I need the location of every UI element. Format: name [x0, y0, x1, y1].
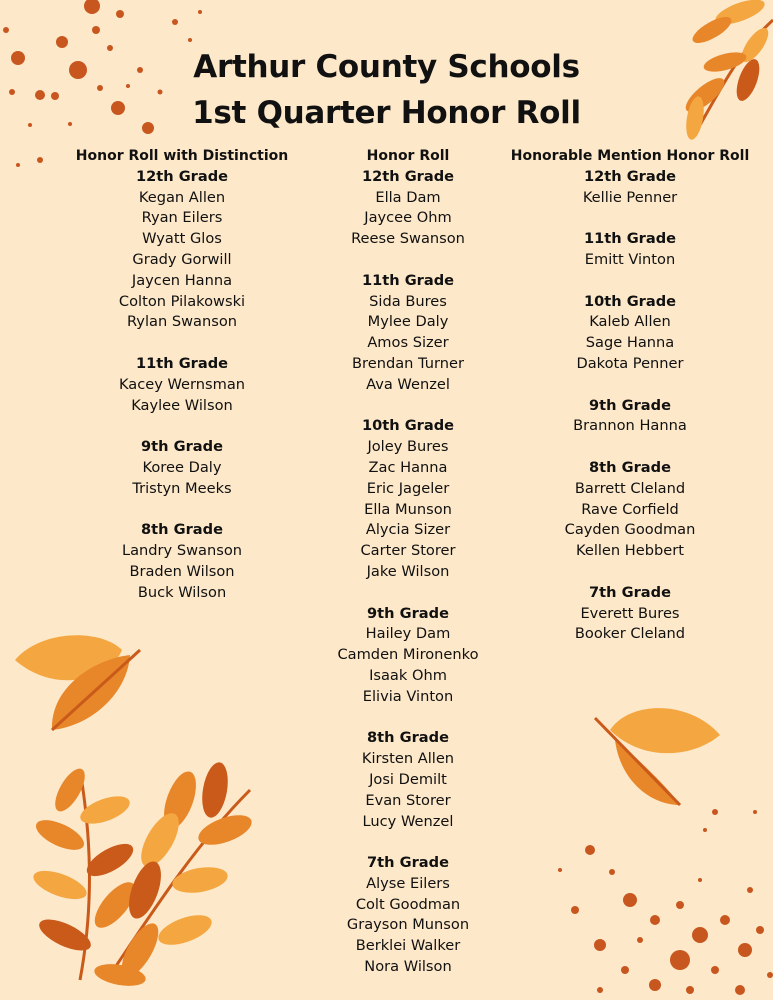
- grade-spacer: [298, 832, 518, 853]
- bottom-left-branches: [30, 760, 255, 989]
- student-name: Evan Storer: [365, 791, 451, 809]
- student-name: Grady Gorwill: [132, 250, 232, 268]
- student-name: Kellie Penner: [582, 188, 678, 206]
- student-name: Kaylee Wilson: [131, 396, 233, 414]
- grade-spacer: [298, 396, 518, 417]
- page-title-line-2: 1st Quarter Honor Roll: [192, 95, 581, 131]
- student-name: Ava Wenzel: [366, 375, 450, 393]
- student-name: Kirsten Allen: [361, 750, 455, 768]
- student-name: Cayden Goodman: [564, 521, 696, 539]
- student-name: Braden Wilson: [129, 562, 235, 580]
- grade-heading: 10th Grade: [583, 292, 677, 310]
- student-name: Ella Dam: [375, 188, 441, 206]
- student-name: Booker Cleland: [574, 625, 686, 643]
- grade-heading: 12th Grade: [135, 167, 229, 185]
- student-name: Elivia Vinton: [362, 687, 454, 705]
- student-name: Carter Storer: [360, 542, 456, 560]
- student-name: Tristyn Meeks: [132, 479, 232, 497]
- grade-spacer: [298, 708, 518, 729]
- grade-heading: 11th Grade: [135, 354, 229, 372]
- grade-heading: 12th Grade: [583, 167, 677, 185]
- student-name: Jaycen Hanna: [131, 271, 233, 289]
- grade-heading: 8th Grade: [367, 729, 449, 747]
- student-name: Kegan Allen: [138, 188, 226, 206]
- student-name: Ryan Eilers: [141, 209, 223, 227]
- column-honorable-mention: [510, 146, 750, 645]
- student-name: Lucy Wenzel: [362, 812, 454, 830]
- student-name: Reese Swanson: [351, 230, 465, 248]
- grade-spacer: [72, 416, 292, 437]
- column-heading: Honor Roll with Distinction: [75, 148, 289, 164]
- right-leaf: [595, 708, 720, 805]
- student-name: Josi Demilt: [369, 770, 447, 788]
- student-name: Alyse Eilers: [366, 874, 450, 892]
- grade-spacer: [72, 500, 292, 521]
- grade-heading: 11th Grade: [361, 271, 455, 289]
- student-name: Joley Bures: [367, 438, 449, 456]
- column-honor-roll: [298, 146, 518, 978]
- student-name: Brendan Turner: [352, 354, 464, 372]
- student-name: Zac Hanna: [368, 458, 448, 476]
- student-name: Jake Wilson: [366, 562, 450, 580]
- grade-spacer: [510, 562, 750, 583]
- student-name: Colt Goodman: [355, 895, 461, 913]
- grade-heading: 9th Grade: [367, 604, 449, 622]
- student-name: Barrett Cleland: [574, 479, 686, 497]
- column-heading: Honorable Mention Honor Roll: [510, 148, 750, 164]
- student-name: Buck Wilson: [137, 583, 227, 601]
- student-name: Colton Pilakowski: [118, 292, 246, 310]
- grade-spacer: [298, 250, 518, 271]
- student-name: Kacey Wernsman: [118, 375, 246, 393]
- student-name: Alycia Sizer: [365, 521, 451, 539]
- student-name: Brannon Hanna: [573, 417, 687, 435]
- student-name: Nora Wilson: [364, 958, 452, 976]
- student-name: Sage Hanna: [585, 334, 675, 352]
- grade-spacer: [510, 375, 750, 396]
- grade-heading: 10th Grade: [361, 417, 455, 435]
- student-name: Grayson Munson: [346, 916, 470, 934]
- student-name: Berklei Walker: [355, 937, 461, 955]
- grade-heading: 9th Grade: [141, 438, 223, 456]
- column-heading: Honor Roll: [366, 148, 450, 164]
- grade-spacer: [510, 271, 750, 292]
- student-name: Mylee Daly: [367, 313, 449, 331]
- student-name: Rylan Swanson: [126, 313, 238, 331]
- grade-spacer: [298, 583, 518, 604]
- grade-spacer: [72, 333, 292, 354]
- grade-heading: 12th Grade: [361, 167, 455, 185]
- student-name: Landry Swanson: [121, 542, 243, 560]
- page-title-line-1: Arthur County Schools: [193, 49, 580, 85]
- student-name: Emitt Vinton: [584, 250, 676, 268]
- student-name: Hailey Dam: [365, 625, 451, 643]
- student-name: Jaycee Ohm: [364, 209, 452, 227]
- student-name: Eric Jageler: [366, 479, 450, 497]
- grade-heading: 11th Grade: [583, 230, 677, 248]
- student-name: Isaak Ohm: [369, 666, 447, 684]
- student-name: Camden Mironenko: [337, 646, 479, 664]
- column-honor-roll-with-distinction: [72, 146, 292, 604]
- student-name: Everett Bures: [580, 604, 680, 622]
- grade-heading: 7th Grade: [367, 854, 449, 872]
- student-name: Kellen Hebbert: [576, 542, 684, 560]
- grade-spacer: [510, 208, 750, 229]
- grade-heading: 9th Grade: [589, 396, 671, 414]
- student-name: Sida Bures: [369, 292, 447, 310]
- student-name: Dakota Penner: [576, 354, 684, 372]
- student-name: Wyatt Glos: [142, 230, 222, 248]
- grade-heading: 7th Grade: [589, 583, 671, 601]
- student-name: Koree Daly: [142, 458, 222, 476]
- grade-heading: 8th Grade: [141, 521, 223, 539]
- student-name: Rave Corfield: [581, 500, 679, 518]
- grade-spacer: [510, 437, 750, 458]
- grade-heading: 8th Grade: [589, 458, 671, 476]
- left-leaf: [15, 635, 140, 730]
- bottom-right-splatter: [558, 809, 773, 995]
- student-name: Ella Munson: [364, 500, 452, 518]
- student-name: Kaleb Allen: [589, 313, 671, 331]
- student-name: Amos Sizer: [367, 334, 449, 352]
